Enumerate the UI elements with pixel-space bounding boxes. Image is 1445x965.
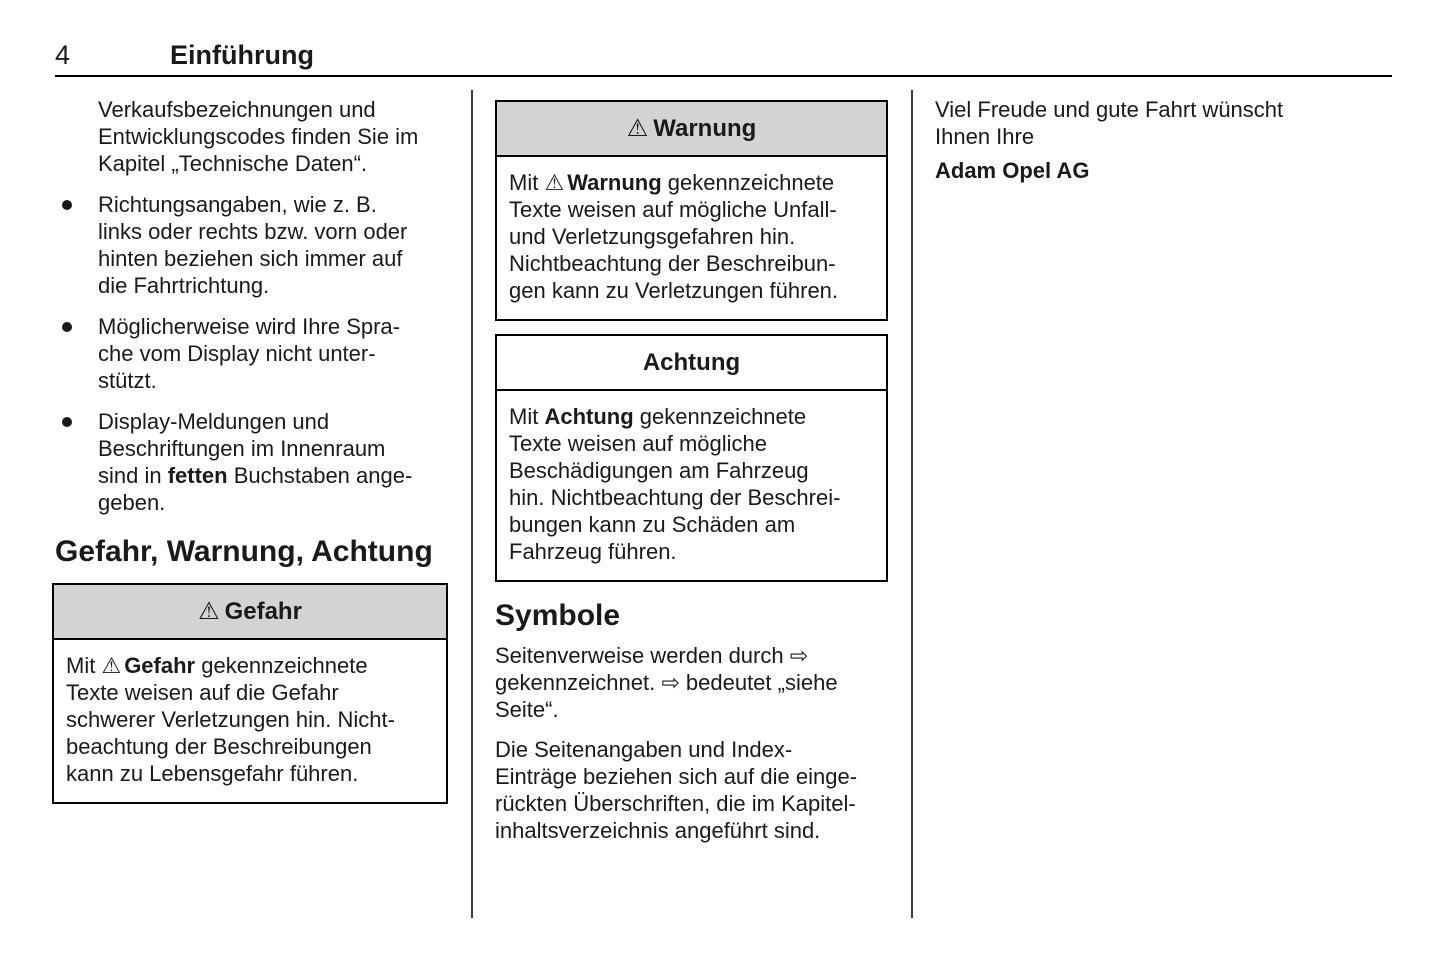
header-rule <box>55 75 1392 77</box>
text-line: Texte weisen auf mögliche <box>509 431 768 456</box>
bullet-item-language <box>55 313 455 394</box>
text-line: Ihnen Ihre <box>935 124 1035 149</box>
text-line: Möglicherweise wird Ihre Spra- <box>98 314 400 339</box>
warning-triangle-icon: ⚠ <box>544 170 565 195</box>
text-line: bungen kann zu Schäden am <box>509 512 796 537</box>
text-line <box>495 642 890 669</box>
bullet-item-display-messages <box>55 408 455 516</box>
text-segment: gekennzeichnete <box>633 404 807 429</box>
page-number: 4 <box>55 40 71 70</box>
section-heading-symbole: Symbole <box>495 599 621 632</box>
warnung-box-body <box>497 157 886 319</box>
text-line: che vom Display nicht unter- <box>98 341 376 366</box>
text-segment: Mit <box>509 404 545 429</box>
achtung-box-header <box>497 336 886 391</box>
text-line: Die Seitenangaben und Index- <box>495 737 793 762</box>
warning-triangle-icon: ⚠ <box>101 653 122 678</box>
symbole-paragraph-1 <box>495 642 890 723</box>
text-line: schwerer Verletzungen hin. Nicht- <box>66 707 395 732</box>
bullet-dot <box>62 200 72 210</box>
bold-word: fetten <box>167 463 228 488</box>
chapter-title: Einführung <box>170 40 314 70</box>
text-line: Beschädigungen am Fahrzeug <box>509 458 809 483</box>
column-3 <box>935 96 1375 184</box>
bullet-dot <box>62 417 72 427</box>
text-line: Texte weisen auf mögliche Unfall- <box>509 197 837 222</box>
text-segment: Buchstaben ange- <box>227 463 413 488</box>
text-line: Display-Meldungen und <box>98 409 330 434</box>
text-line: geben. <box>98 490 166 515</box>
achtung-box-title: Achtung <box>642 349 741 376</box>
text-line: Viel Freude und gute Fahrt wünscht <box>935 97 1284 122</box>
text-line: die Fahrtrichtung. <box>98 273 270 298</box>
text-line: links oder rechts bzw. vorn oder <box>98 219 408 244</box>
text-line: und Verletzungsgefahren hin. <box>509 224 796 249</box>
gefahr-box-body <box>54 640 446 802</box>
text-line: kann zu Lebensgefahr führen. <box>66 761 359 786</box>
gefahr-box-title: Gefahr <box>224 598 302 625</box>
warning-triangle-icon: ⚠ <box>626 115 649 142</box>
text-line <box>509 403 880 430</box>
text-line: Einträge beziehen sich auf die einge- <box>495 764 858 789</box>
column-separator-2 <box>911 90 913 918</box>
closing-paragraph <box>935 96 1375 150</box>
text-line: Verkaufsbezeichnungen und <box>98 97 376 122</box>
text-segment: gekennzeichnet. <box>495 670 662 695</box>
bold-word: Gefahr <box>124 653 196 678</box>
text-line <box>509 169 880 196</box>
text-segment: bedeutet „siehe <box>679 670 838 695</box>
warnung-box <box>495 100 888 321</box>
page-ref-arrow-icon: ⇨ <box>661 670 680 695</box>
text-line: Richtungsangaben, wie z. B. <box>98 192 377 217</box>
bold-word: Warnung <box>567 170 662 195</box>
column-1 <box>55 96 455 804</box>
text-line: Texte weisen auf die Gefahr <box>66 680 339 705</box>
text-segment: gekennzeichnete <box>661 170 835 195</box>
warnung-box-title: Warnung <box>653 115 757 142</box>
page-ref-arrow-icon: ⇨ <box>789 643 809 668</box>
text-line: Seite“. <box>495 697 559 722</box>
text-segment: Seitenverweise werden durch <box>495 643 790 668</box>
column-separator-1 <box>471 90 473 918</box>
text-line: beachtung der Beschreibungen <box>66 734 372 759</box>
text-line: Nichtbeachtung der Beschreibun- <box>509 251 836 276</box>
gefahr-box-header <box>54 585 446 640</box>
gefahr-box <box>52 583 448 804</box>
achtung-box-body <box>497 391 886 580</box>
company-name: Adam Opel AG <box>935 158 1090 183</box>
text-line: Kapitel „Technische Daten“. <box>98 151 368 176</box>
text-line: rückten Überschriften, die im Kapitel- <box>495 791 856 816</box>
text-line <box>66 652 440 679</box>
intro-paragraph <box>98 96 455 177</box>
achtung-box <box>495 334 888 582</box>
section-heading-gefahr-warnung-achtung: Gefahr, Warnung, Achtung <box>55 535 433 568</box>
column-2 <box>495 96 890 844</box>
text-line: Fahrzeug führen. <box>509 539 677 564</box>
text-segment: Mit <box>509 170 545 195</box>
warnung-box-header <box>497 102 886 157</box>
text-line <box>98 462 455 489</box>
text-segment: gekennzeichnete <box>195 653 368 678</box>
text-segment: Mit <box>66 653 102 678</box>
text-line: Entwicklungscodes finden Sie im <box>98 124 419 149</box>
warning-triangle-icon: ⚠ <box>198 598 220 625</box>
bullet-dot <box>62 322 72 332</box>
text-line: Beschriftungen im Innenraum <box>98 436 386 461</box>
text-segment: sind in <box>98 463 168 488</box>
text-line: hinten beziehen sich immer auf <box>98 246 403 271</box>
symbole-paragraph-2 <box>495 736 890 844</box>
text-line: inhaltsverzeichnis angeführt sind. <box>495 818 821 843</box>
bold-word: Achtung <box>544 404 634 429</box>
text-line: hin. Nichtbeachtung der Beschrei- <box>509 485 841 510</box>
text-line: stützt. <box>98 368 157 393</box>
text-line <box>495 669 890 696</box>
bullet-item-directions <box>55 191 455 299</box>
text-line: gen kann zu Verletzungen führen. <box>509 278 839 303</box>
